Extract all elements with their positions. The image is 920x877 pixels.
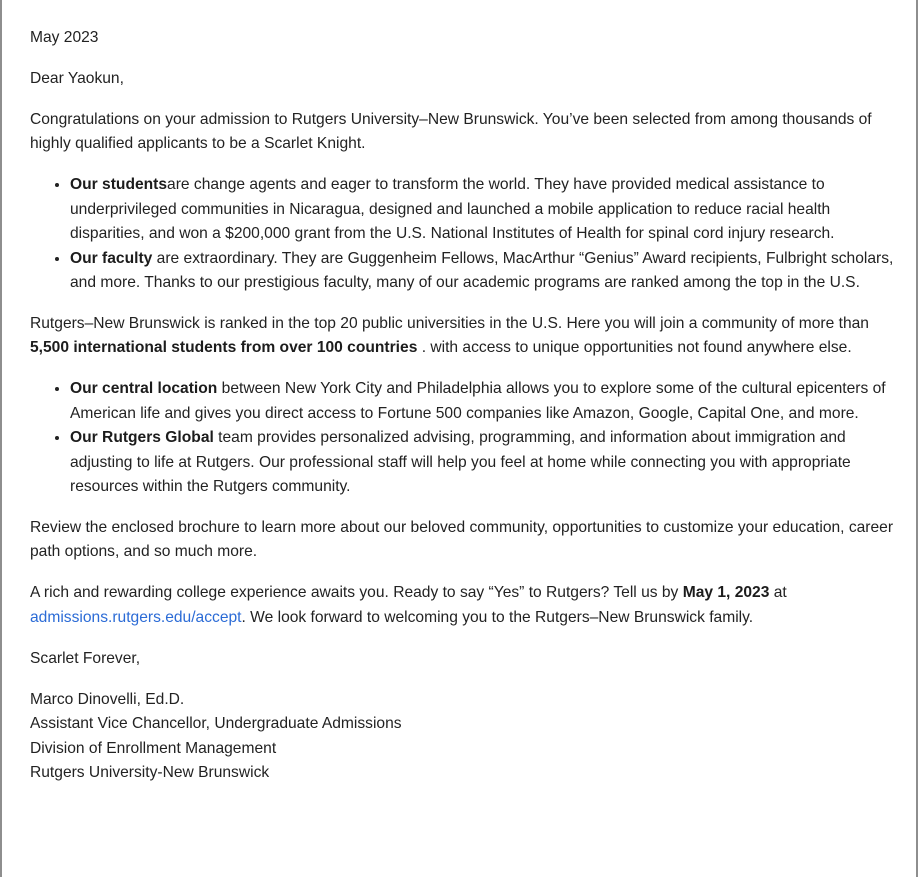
international-students-highlight: 5,500 international students from over 100 countries (30, 339, 418, 357)
list-item-heading: Our Rutgers Global (70, 429, 214, 447)
letter-closing: Scarlet Forever, (30, 649, 141, 667)
highlights-list-1 (30, 173, 902, 295)
deadline-date: May 1, 2023 (682, 584, 770, 602)
letter-date: May 2023 (30, 29, 99, 46)
signature-title: Assistant Vice Chancellor, Undergraduate Admissions (30, 715, 402, 733)
cta-text: A rich and rewarding college experience awaits you. Ready to say “Yes” to Rutgers? Tell us by (30, 584, 683, 602)
list-item (70, 377, 902, 426)
signature-name: Marco Dinovelli, Ed.D. (30, 690, 185, 708)
cta-text-end: . We look forward to welcoming you to the Rutgers–New Brunswick family. (241, 608, 754, 626)
ranking-paragraph (30, 312, 902, 361)
highlights-list-2 (30, 377, 902, 499)
signature-university: Rutgers University-New Brunswick (30, 764, 270, 782)
letter-content (30, 26, 902, 802)
list-item-text: are change agents and eager to transform the world. They have provided medical assistance to underprivileged communities in Nicaragua, designed and launched a mobile application to reduce racial health disparities, and won a $200,000 grant from the U.S. National Institutes of Health for spinal cord injury research. (70, 176, 835, 243)
cta-paragraph (30, 581, 902, 630)
letter-greeting: Dear Yaokun, (30, 70, 124, 87)
list-item-heading: Our faculty (70, 249, 153, 267)
ranking-text-end: . with access to unique opportunities not found anywhere else. (417, 339, 852, 357)
ranking-text: Rutgers–New Brunswick is ranked in the top 20 public universities in the U.S. Here you will join a community of more than (30, 315, 869, 333)
list-item-heading: Our central location (70, 380, 218, 398)
list-item-text: are extraordinary. They are Guggenheim Fellows, MacArthur “Genius” Award recipients, Fulbright scholars, and more. Thanks to our prestigious faculty, many of our academic programs are ranked among the top in the U.S. (70, 249, 894, 292)
list-item (70, 247, 902, 296)
list-item (70, 173, 902, 246)
signature-division: Division of Enrollment Management (30, 739, 277, 757)
list-item-text: team provides personalized advising, programming, and information about immigration and adjusting to life at Rutgers. Our professional staff will help you feel at home while connecting you with appropriate resources within the Rutgers community. (70, 429, 851, 496)
cta-text-middle: at (769, 584, 787, 602)
list-item (70, 426, 902, 499)
list-item-text: between New York City and Philadelphia allows you to explore some of the cultural epicenters of American life and gives you direct access to Fortune 500 companies like Amazon, Google, Capital One, and more. (70, 380, 886, 422)
review-paragraph: Review the enclosed brochure to learn more about our beloved community, opportunities to customize your education, career path options, and so much more. (30, 519, 894, 561)
letter-intro: Congratulations on your admission to Rutgers University–New Brunswick. You’ve been selected from among thousands of highly qualified applicants to be a Scarlet Knight. (30, 111, 872, 153)
signature-block (30, 688, 902, 786)
list-item-heading: Our students (70, 176, 168, 194)
accept-admission-link[interactable]: admissions.rutgers.edu/accept (30, 608, 242, 626)
